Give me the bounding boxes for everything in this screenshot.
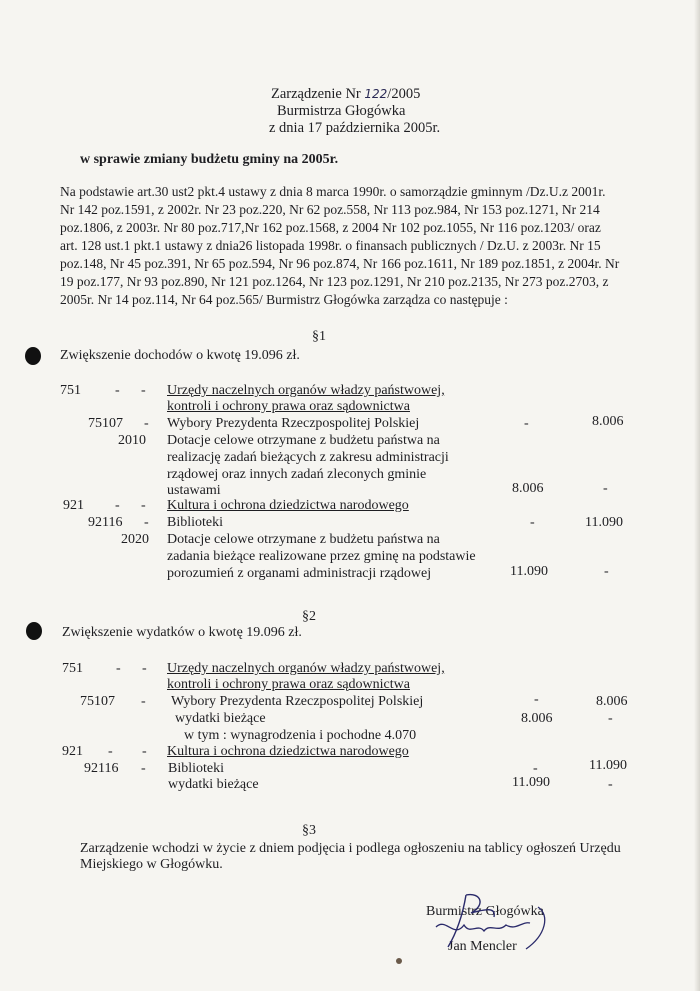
section-3-text-2: Miejskiego w Głogówku.	[80, 857, 223, 872]
punch-hole-2	[26, 622, 42, 640]
amount-a: -	[534, 692, 539, 707]
row-desc: Wybory Prezydenta Rzeczpospolitej Polskiej	[171, 694, 424, 709]
row-desc: Wybory Prezydenta Rzeczpospolitej Polskiej	[167, 416, 420, 431]
title-prefix: Zarządzenie Nr	[271, 86, 361, 102]
row-desc: rządowej oraz innych zadań zleconych gminie	[167, 467, 427, 482]
dash: -	[115, 383, 120, 398]
handwritten-number: 122	[364, 87, 388, 101]
amount-a: -	[524, 416, 529, 431]
code-92116: 92116	[84, 761, 119, 776]
punch-hole-1	[25, 347, 41, 365]
chapter-desc: Urzędy naczelnych organów władzy państwowej,	[167, 383, 445, 398]
preamble-line-1: Na podstawie art.30 ust2 pkt.4 ustawy z dnia 8 marca 1990r. o samorządzie gminnym /Dz.U.z 2001r.	[60, 184, 606, 199]
preamble-line-4: art. 128 ust.1 pkt.1 ustawy z dnia26 listopada 1998r. o finansach publicznych / Dz.U. z 2003r. Nr 15	[60, 238, 601, 253]
code-2020: 2020	[121, 532, 149, 547]
dash: -	[144, 515, 149, 530]
amount-a: 11.090	[512, 775, 550, 790]
dash: -	[142, 661, 147, 676]
chapter-desc: Urzędy naczelnych organów władzy państwowej,	[167, 661, 445, 676]
section-1-mark: §1	[312, 329, 326, 344]
amount-b: 8.006	[592, 414, 624, 429]
code-751: 751	[62, 661, 83, 676]
document-title	[271, 86, 420, 102]
amount-a: 11.090	[510, 564, 548, 579]
signatory-title: Burmistrz Głogówka	[426, 904, 544, 919]
code-921: 921	[63, 498, 84, 513]
dash: -	[115, 498, 120, 513]
row-desc: wydatki bieżące	[175, 711, 266, 726]
handwritten-signature	[426, 887, 556, 957]
ink-mark	[396, 958, 402, 964]
row-desc: Biblioteki	[167, 515, 223, 530]
dash: -	[142, 744, 147, 759]
dash: -	[144, 416, 149, 431]
amount-b: -	[603, 481, 608, 496]
code-75107: 75107	[80, 694, 115, 709]
salary-note: w tym : wynagrodzenia i pochodne 4.070	[184, 728, 417, 743]
amount-b: 8.006	[596, 694, 628, 709]
section-2-intro: Zwiększenie wydatków o kwotę 19.096 zł.	[62, 625, 302, 640]
section-3-text-1: Zarządzenie wchodzi w życie z dniem podjęcia i podlega ogłoszeniu na tablicy ogłoszeń Urzędu	[80, 841, 621, 856]
dash: -	[141, 498, 146, 513]
amount-a: 8.006	[512, 481, 544, 496]
chapter-desc: kontroli i ochrony prawa oraz sądownictwa	[167, 677, 410, 692]
dash: -	[141, 383, 146, 398]
amount-b: -	[608, 711, 613, 726]
section-3-mark: §3	[302, 823, 316, 838]
amount-b: -	[604, 564, 609, 579]
amount-a: -	[533, 761, 538, 776]
row-desc: realizację zadań bieżących z zakresu administracji	[167, 450, 449, 465]
amount-b: 11.090	[589, 758, 627, 773]
signatory-name: Jan Mencler	[448, 939, 517, 954]
row-desc: porozumień z organami administracji rządowej	[167, 566, 432, 581]
dash: -	[141, 694, 146, 709]
chapter-desc: Kultura i ochrona dziedzictwa narodowego	[167, 498, 409, 513]
dash: -	[141, 761, 146, 776]
section-1-intro: Zwiększenie dochodów o kwotę 19.096 zł.	[60, 348, 300, 363]
preamble-line-2: Nr 142 poz.1591, z 2002r. Nr 23 poz.220, Nr 62 poz.558, Nr 113 poz.984, Nr 153 poz.1271, Nr 214	[60, 202, 600, 217]
preamble-line-5: poz.148, Nr 45 poz.391, Nr 65 poz.594, Nr 96 poz.874, Nr 166 poz.1611, Nr 189 poz.1851, z 2004r. Nr	[60, 256, 620, 271]
chapter-desc: Kultura i ochrona dziedzictwa narodowego	[167, 744, 409, 759]
code-2010: 2010	[118, 433, 146, 448]
row-desc: zadania bieżące realizowane przez gminę na podstawie	[167, 549, 476, 564]
preamble-line-6: 19 poz.177, Nr 93 poz.890, Nr 121 poz.1264, Nr 123 poz.1291, Nr 210 poz.2135, Nr 273 poz.2703, z	[60, 274, 609, 289]
row-desc: Biblioteki	[168, 761, 224, 776]
row-desc: ustawami	[167, 483, 221, 498]
page-edge-shadow	[694, 0, 700, 991]
amount-a: -	[530, 515, 535, 530]
preamble-line-7: 2005r. Nr 14 poz.114, Nr 64 poz.565/ Burmistrz Głogówka zarządza co następuje :	[60, 292, 508, 307]
row-desc: wydatki bieżące	[168, 777, 259, 792]
subject: w sprawie zmiany budżetu gminy na 2005r.	[80, 152, 339, 167]
code-75107: 75107	[88, 416, 123, 431]
dash: -	[116, 661, 121, 676]
document-date: z dnia 17 października 2005r.	[269, 120, 441, 136]
section-2-mark: §2	[302, 609, 316, 624]
dash: -	[108, 744, 113, 759]
row-desc: Dotacje celowe otrzymane z budżetu państwa na	[167, 532, 440, 547]
issuer: Burmistrza Głogówka	[277, 103, 406, 119]
amount-b: 11.090	[585, 515, 623, 530]
amount-a: 8.006	[521, 711, 553, 726]
code-921: 921	[62, 744, 83, 759]
chapter-desc: kontroli i ochrony prawa oraz sądownictwa	[167, 399, 410, 414]
title-suffix: /2005	[387, 86, 421, 102]
code-751: 751	[60, 383, 81, 398]
row-desc: Dotacje celowe otrzymane z budżetu państwa na	[167, 433, 440, 448]
code-92116: 92116	[88, 515, 123, 530]
amount-b: -	[608, 777, 613, 792]
preamble-line-3: poz.1806, z 2003r. Nr 80 poz.717,Nr 162 poz.1568, z 2004 Nr 102 poz.1055, Nr 116 poz.1203/ oraz	[60, 220, 601, 235]
